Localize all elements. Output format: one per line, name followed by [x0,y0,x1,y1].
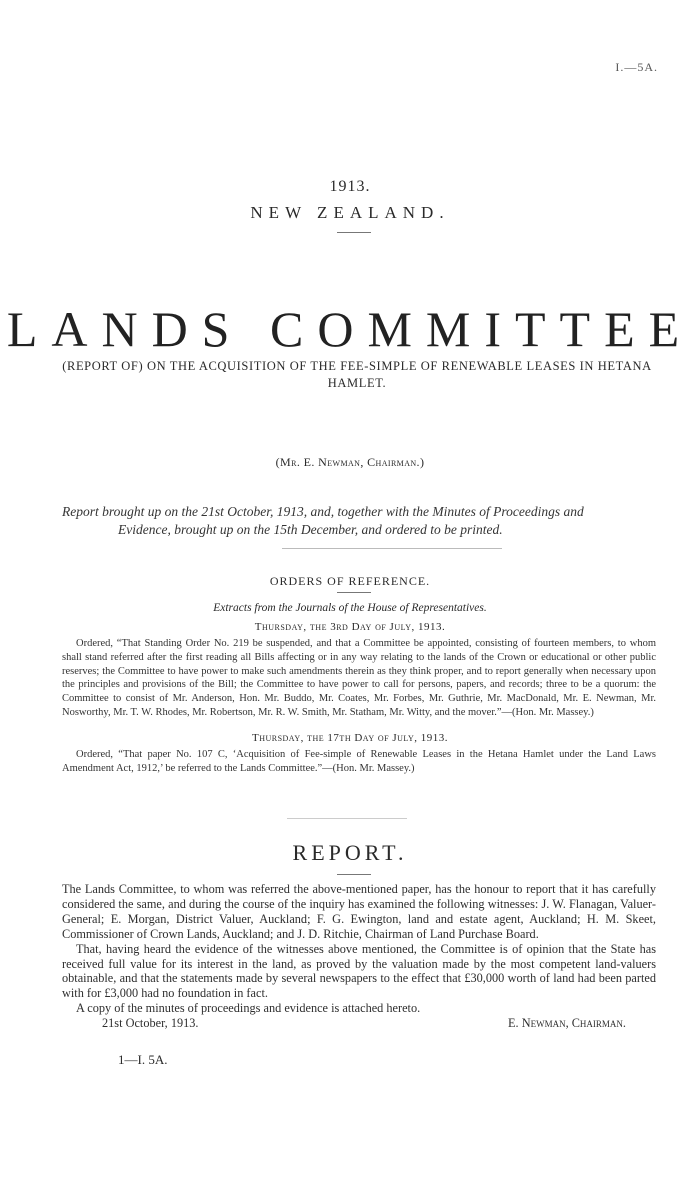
chairman-line: (Mr. E. Newman, Chairman.) [275,455,425,469]
divider-rule [337,592,371,593]
orders-of-reference-heading: ORDERS OF REFERENCE. [269,574,431,588]
sitting-date-1: Thursday, the 3rd Day of July, 1913. [254,621,446,633]
country-name: NEW ZEALAND. [250,203,450,222]
order-1-text: Ordered, “That Standing Order No. 219 be suspended, and that a Committee be appointed, consisting of fourteen members, to whom shall stand referred after the first reading all Bills affecting or in any way relating to the lands of the Crown or educational or other public reserves; the Committee to have power to make such amendments therein as they think proper, and to report generally when necessary upon the principles and provisions of the Bill; the Committee to have power to call for persons, papers, and records; three to be a quorum: the Committee to consist of Mr. Anderson, Hon. Mr. Buddo, Mr. Coates, Mr. Forbes, Mr. Guthrie, Mr. MacDonald, Mr. E. Newman, Mr. Nosworthy, Mr. T. W. Rhodes, Mr. Robertson, Mr. R. W. Smith, Mr. Statham, Mr. Witty, and the mover.”—(Hon. Mr. Massey.) [62,638,656,718]
chairman-signature: E. Newman, Chairman. [508,1016,626,1031]
order-of-reference-1 [62,637,656,720]
divider-rule [337,232,371,233]
order-2-text: Ordered, “That paper No. 107 C, ‘Acquisition of Fee-simple of Renewable Leases in the Hetana Hamlet under the Land Laws Amendment Act, 1912,’ be referred to the Lands Committee.”—(Hon. Mr. Massey.) [62,749,656,774]
footer-sheet-code: 1—I. 5A. [118,1052,168,1067]
report-brought-line-1: Report brought up on the 21st October, 1913, and, together with the Minutes of Proceedings and [62,504,584,519]
document-title: LANDS COMMITTEE [6,301,694,357]
document-reference-code: I.—5A. [615,60,658,74]
date-signature-row [62,1016,656,1031]
report-heading: REPORT. [292,840,408,865]
report-brought-up-note [62,503,656,539]
report-paragraph-1: The Lands Committee, to whom was referred the above-mentioned paper, has the honour to report that it has carefully considered the same, and during the course of the inquiry has examined the following witnesses: J. W. Flanagan, Valuer-General; E. Morgan, District Valuer, Auckland; F. G. Ewington, land and estate agent, Auckland; H. M. Skeet, Commissioner of Crown Lands, Auckland; and J. D. Ritchie, Chairman of Land Purchase Board. [62,882,656,941]
divider-rule [282,548,502,549]
report-brought-line-2: Evidence, brought up on the 15th December, and ordered to be printed. [118,522,503,537]
report-body [62,882,656,1031]
document-subtitle: (REPORT OF) ON THE ACQUISITION OF THE FEE-SIMPLE OF RENEWABLE LEASES IN HETANA HAMLET. [62,359,652,390]
divider-rule [287,818,407,819]
extracts-line: Extracts from the Journals of the House of Representatives. [213,602,487,614]
divider-rule [337,874,371,875]
sitting-date-2: Thursday, the 17th Day of July, 1913. [251,732,449,744]
report-paragraph-3: A copy of the minutes of proceedings and evidence is attached hereto. [76,1001,421,1016]
report-date: 21st October, 1913. [102,1016,199,1031]
publication-year: 1913. [329,178,371,195]
report-paragraph-2: That, having heard the evidence of the witnesses above mentioned, the Committee is of opinion that the State has received full value for its interest in the land, as proved by the valuation made by the most competent land-valuers obtainable, and that the statements made by several newspapers to the effect that £30,000 worth of land had been parted with for £3,000 had no foundation in fact. [62,941,656,1001]
order-of-reference-2 [62,748,656,776]
